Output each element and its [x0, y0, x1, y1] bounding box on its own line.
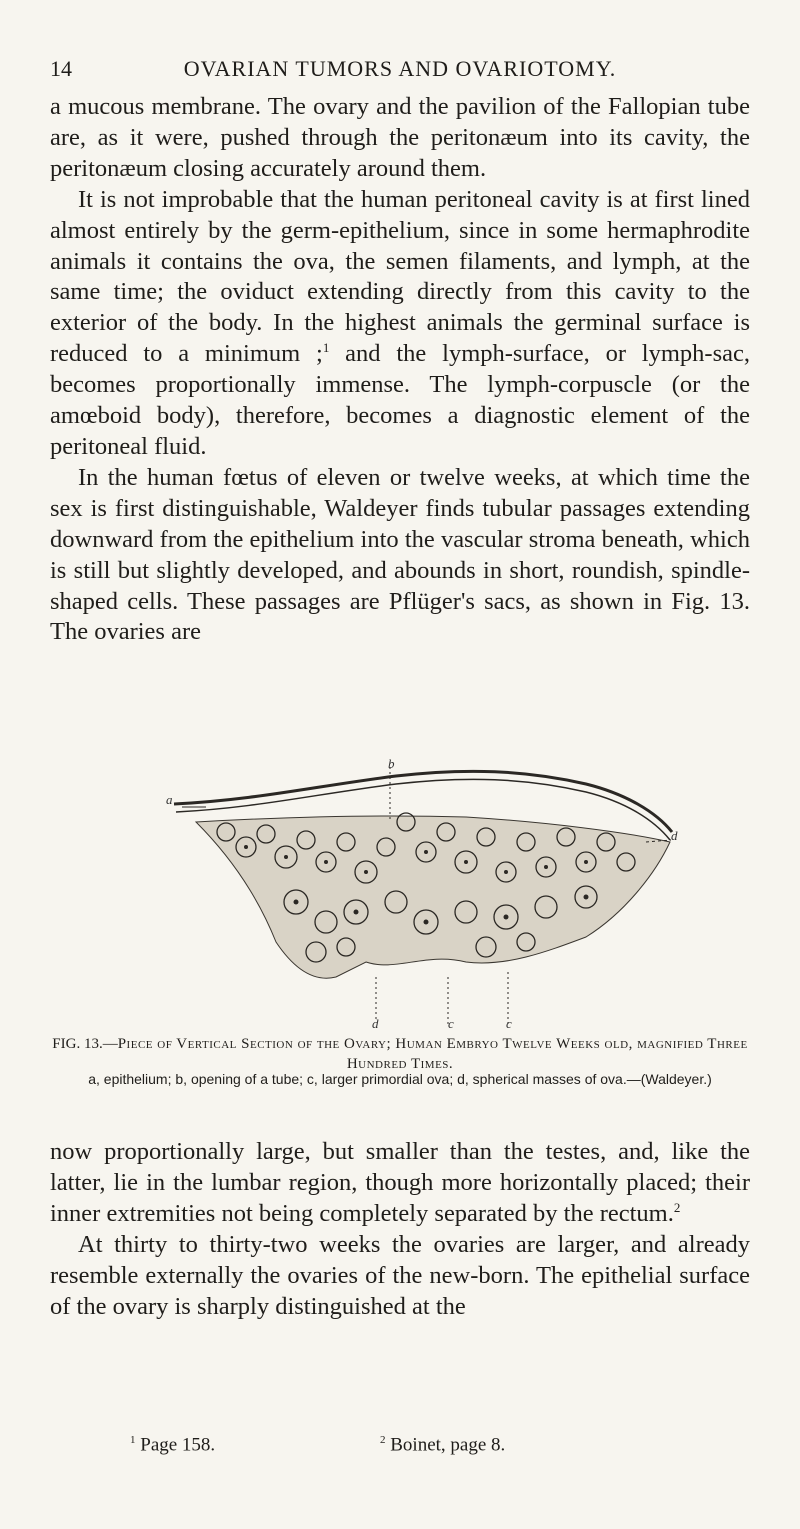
body-text-bottom	[50, 1137, 750, 1322]
figure-13-illustration	[166, 756, 680, 1031]
footnote-mark: 1	[130, 1434, 136, 1446]
body-text-top	[50, 92, 750, 648]
figure-label-c: c	[506, 1016, 512, 1031]
footnote-ref: 2	[673, 1199, 681, 1215]
figure-label-a: a	[166, 792, 173, 807]
footnote-mark: 2	[380, 1434, 386, 1446]
paragraph-text: At thirty to thirty-two weeks the ovaries are larger, and already resemble externally the ovaries of the new-born. The epithelial surface of the ovary is sharply distinguished at the	[50, 1230, 750, 1320]
figure-caption	[50, 1034, 750, 1074]
caption-label: FIG. 13.—	[52, 1036, 118, 1052]
paragraph	[50, 463, 750, 648]
footnote-2	[380, 1434, 505, 1456]
paragraph	[50, 92, 750, 185]
footnote-text: Page 158.	[135, 1434, 216, 1456]
footnote-1	[130, 1434, 215, 1456]
paragraph-text: a mucous membrane. The ovary and the pavilion of the Fallopian tube are, as it were, pushed through the peritonæum into its cavity, the peritonæum closing accurately around them.	[50, 93, 750, 182]
figure-label-b: b	[388, 756, 395, 771]
figure-label-c: c	[448, 1016, 454, 1031]
caption-text: Piece of Vertical Section of the Ovary; Human Embryo Twelve Weeks old, magnified Three Hundred Times.	[117, 1036, 748, 1072]
figure-label-d: d	[671, 828, 678, 843]
paragraph-text: It is not improbable that the human peritoneal cavity is at first lined almost entirely by the germ-epithelium, since in some hermaphrodite animals it contains the ova, the semen filaments, and lymph, at the same time; the oviduct extending directly from this cavity to the exterior of the body. In the highest animals the germinal surface is reduced to a minimum ;	[50, 185, 750, 368]
paragraph	[50, 1137, 750, 1230]
footnote-ref: 1	[322, 340, 330, 356]
ovary-section-drawing	[166, 762, 680, 1032]
footnote-text: Boinet, page 8.	[385, 1434, 506, 1456]
page-number: 14	[50, 56, 72, 81]
figure-label-d: d	[372, 1016, 379, 1031]
paragraph	[50, 1230, 750, 1323]
paragraph-text: and the lymph-surface, or lymph-sac, becomes proportionally immense. The lymph-corpuscle (or the amœboid body), therefore, becomes a diagnostic element of the peritoneal fluid.	[50, 340, 750, 460]
paragraph-text: now proportionally large, but smaller than the testes, and, like the latter, lie in the lumbar region, though more horizontally placed; their inner extremities not being completely separated by the rectum.	[50, 1138, 750, 1227]
figure-legend: a, epithelium; b, opening of a tube; c, larger primordial ova; d, spherical masses of ova.—(Waldeyer.)	[88, 1071, 712, 1087]
page-header	[50, 56, 750, 86]
running-title: OVARIAN TUMORS AND OVARIOTOMY.	[183, 56, 617, 81]
paragraph	[50, 185, 750, 463]
paragraph-text: In the human fœtus of eleven or twelve weeks, at which time the sex is first distinguishable, Waldeyer finds tubular passages extending downward from the epithelium into the vascular stroma beneath, which is still but slightly developed, and abounds in short, roundish, spindle-shaped cells. These passages are Pflüger's sacs, as shown in Fig. 13. The ovaries are	[50, 463, 750, 646]
